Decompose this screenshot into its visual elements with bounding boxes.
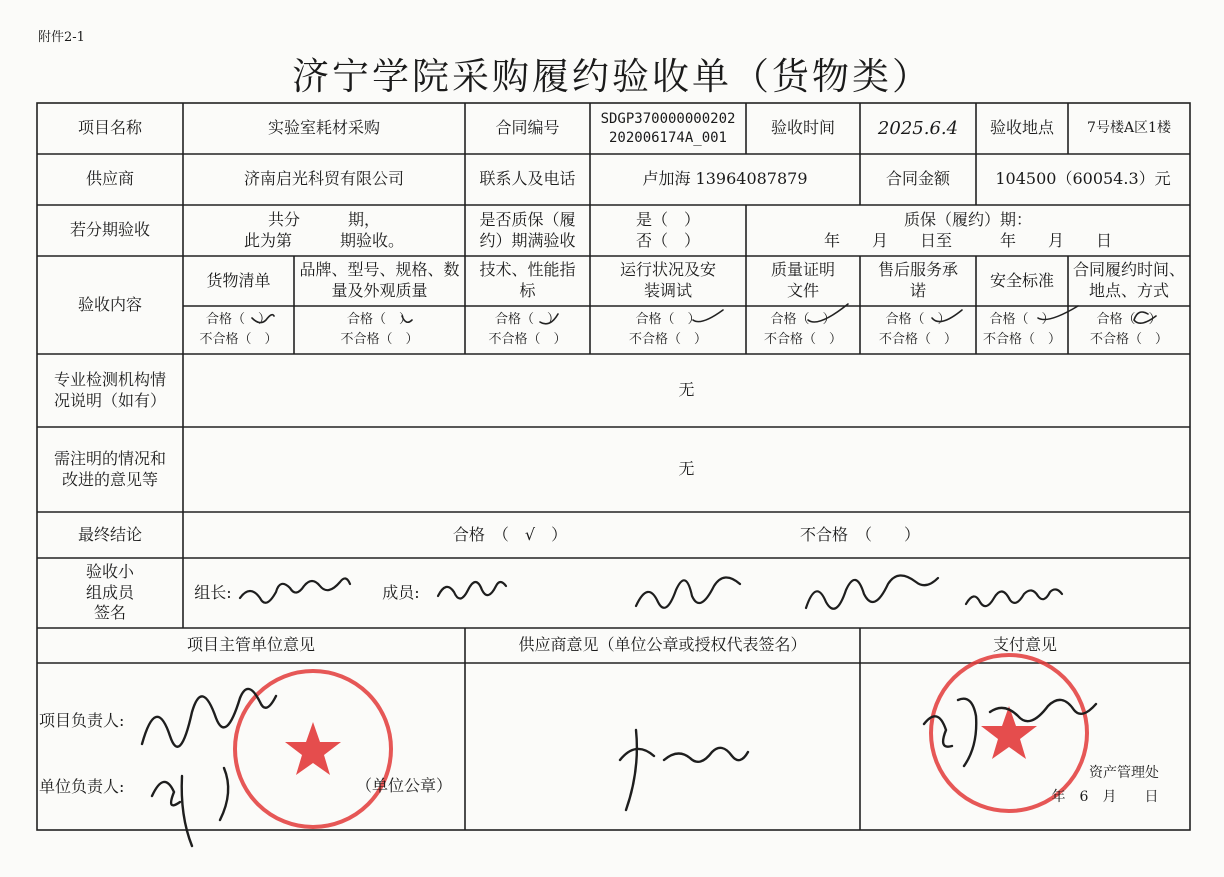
pass-checkbox[interactable]: 合格（ ）	[989, 312, 1055, 327]
fail-checkbox[interactable]: 不合格（ ）	[340, 332, 419, 347]
fail-checkbox[interactable]: 不合格（ ）	[488, 332, 567, 347]
unit-seal-label: （单位公章）	[355, 775, 452, 795]
pass-checkbox[interactable]: 合格（ ）	[1096, 312, 1162, 327]
payment-opinion-header: 支付意见	[992, 635, 1057, 655]
fail-checkbox[interactable]: 不合格（ ）	[982, 332, 1061, 347]
testing-label: 专业检测机构情况说明（如有）	[53, 369, 166, 410]
content-col-operation: 运行状况及安装调试	[619, 260, 716, 300]
fail-checkbox[interactable]: 不合格（ ）	[878, 332, 957, 347]
installment-label: 若分期验收	[69, 220, 150, 240]
contract-no-line2: 202006174A_001	[608, 129, 727, 146]
supplier-label: 供应商	[85, 169, 134, 189]
unit-lead-signature	[152, 768, 228, 846]
fail-checkbox[interactable]: 不合格（ ）	[763, 332, 842, 347]
acceptance-place-value: 7号楼A区1楼	[1087, 120, 1171, 137]
pass-checkbox[interactable]: 合格（ ）	[770, 312, 836, 327]
pass-checkbox[interactable]: 合格（ ）	[494, 312, 560, 327]
acceptance-place-label: 验收地点	[989, 118, 1054, 138]
pass-checkbox[interactable]: 合格（ ）	[205, 312, 271, 327]
content-col-safety: 安全标准	[989, 270, 1054, 290]
warranty-question-line2: 约）期满验收	[479, 230, 576, 250]
content-col-quality-cert: 质量证明文件	[770, 260, 835, 300]
pass-checkbox[interactable]: 合格（ ）	[885, 312, 951, 327]
warranty-question-line1: 是否质保（履	[479, 209, 576, 229]
contract-no-line1: SDGP370000000202	[600, 111, 736, 128]
project-lead-label: 项目负责人:	[39, 710, 125, 730]
conclusion-fail[interactable]: 不合格 （ ）	[799, 524, 920, 544]
leader-label: 组长:	[194, 582, 232, 602]
conclusion-pass[interactable]: 合格 （ √ ）	[452, 524, 568, 544]
notes-label: 需注明的情况和改进的意见等	[53, 448, 166, 489]
annex-label: 附件2-1	[38, 30, 85, 45]
conclusion-label: 最终结论	[77, 524, 142, 544]
acceptance-time-value: 2025.6.4	[877, 117, 959, 139]
contract-amount-value: 104500（60054.3）元	[995, 169, 1171, 189]
warranty-no-checkbox[interactable]: 否（ ）	[635, 230, 700, 250]
installment-line2: 此为第 期验收。	[243, 230, 404, 250]
dept-opinion-header: 项目主管单位意见	[186, 635, 315, 655]
supplier-value: 济南启光科贸有限公司	[243, 169, 404, 189]
warranty-period-line1: 质保（履约）期：	[903, 209, 1032, 229]
acceptance-time-label: 验收时间	[770, 118, 835, 138]
content-col-tech-performance: 技术、性能指标	[479, 260, 576, 300]
content-col-goods-list: 货物清单	[206, 270, 271, 290]
supplier-opinion-header: 供应商意见（单位公章或授权代表签名）	[518, 635, 807, 655]
project-lead-signature	[142, 689, 276, 747]
content-col-brand-spec: 品牌、型号、规格、数量及外观质量	[299, 260, 460, 300]
project-name-label: 项目名称	[77, 118, 142, 138]
testing-value: 无	[678, 380, 695, 400]
content-col-contract-fulfilment: 合同履约时间、地点、方式	[1072, 260, 1185, 300]
supplier-signature	[620, 730, 748, 810]
installment-line1: 共分 期，	[267, 209, 380, 229]
payment-date: 年 6 月 日	[1051, 788, 1159, 805]
notes-value: 无	[678, 459, 695, 479]
fail-checkbox[interactable]: 不合格（ ）	[199, 332, 278, 347]
warranty-period-line2: 年 月 日至 年 月 日	[823, 230, 1112, 250]
project-name-value: 实验室耗材采购	[267, 118, 380, 138]
contact-label: 联系人及电话	[479, 169, 576, 189]
unit-lead-label: 单位负责人:	[39, 776, 125, 796]
fail-checkbox[interactable]: 不合格（ ）	[628, 332, 707, 347]
member-label: 成员:	[382, 582, 420, 602]
contract-no-label: 合同编号	[495, 118, 560, 138]
fail-checkbox[interactable]: 不合格（ ）	[1089, 332, 1168, 347]
asset-office-label: 资产管理处	[1089, 764, 1159, 781]
pass-checkbox[interactable]: 合格（ ）	[346, 312, 412, 327]
payment-signature	[924, 699, 1096, 766]
pass-checkbox[interactable]: 合格（ ）	[635, 312, 701, 327]
team-label: 验收小组成员签名	[85, 561, 134, 623]
page-title: 济宁学院采购履约验收单（货物类）	[292, 55, 932, 98]
content-col-after-sales: 售后服务承诺	[878, 260, 959, 300]
contract-amount-label: 合同金额	[885, 169, 950, 189]
contact-value: 卢加海 13964087879	[642, 169, 808, 189]
acceptance-content-label: 验收内容	[77, 294, 142, 314]
warranty-yes-checkbox[interactable]: 是（ ）	[635, 209, 700, 229]
